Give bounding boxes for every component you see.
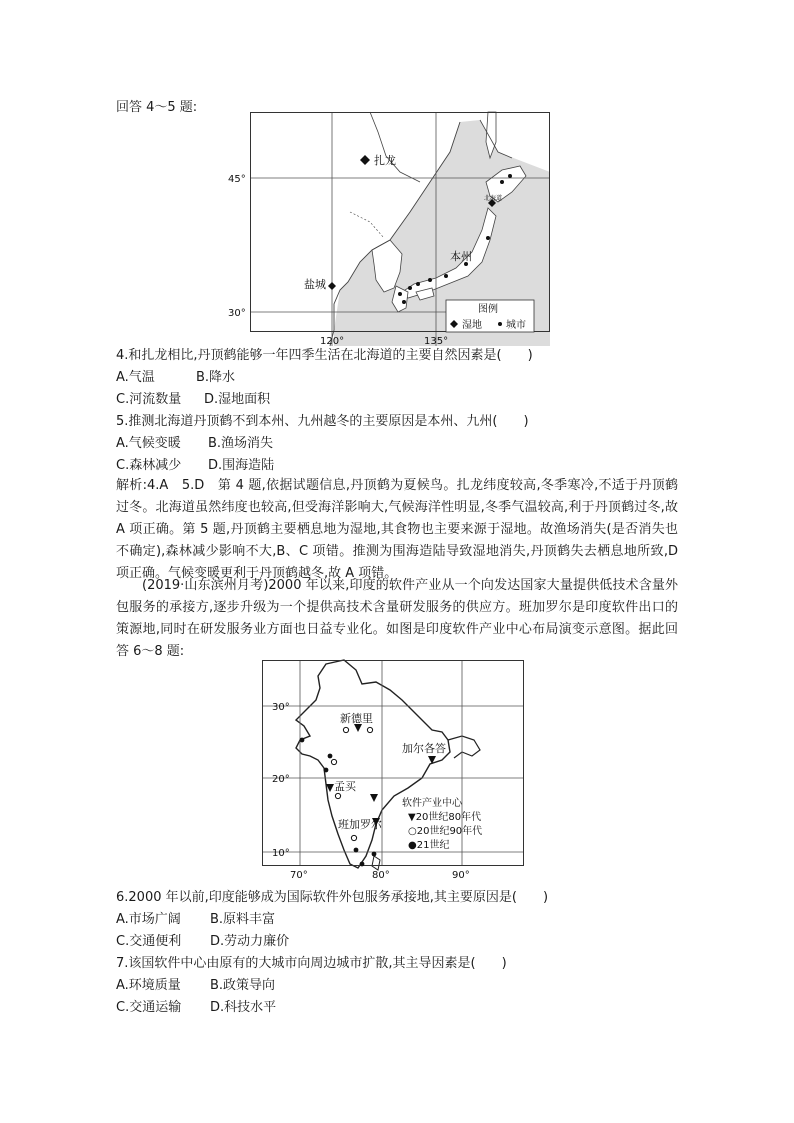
center-21c: [360, 862, 365, 867]
passage-text: (2019·山东滨州月考)2000 年以来,印度的软件产业从一个向发达国家大量提供低技术含量外包服务的承接方,逐步升级为一个提供高技术含量研发服务的供应方。班加罗尔是印度软件出口的策源地,同时在研发服务业方面也日益专业化。如图是印度软件产业中心布局演变示意图。据此回答 6～8 题:: [116, 578, 678, 659]
q6-option-b: B.原料丰富: [210, 912, 276, 927]
q4-stem: 4.和扎龙相比,丹顶鹤能够一年四季生活在北海道的主要自然因素是( ): [116, 348, 533, 363]
label-delhi: 新德里: [340, 712, 373, 725]
lat-label-20: 20°: [272, 774, 290, 785]
city-dot: [428, 278, 432, 282]
center-90s: [343, 727, 348, 732]
q7-stem: 7.该国软件中心由原有的大城市向周边城市扩散,其主导因素是( ): [116, 956, 507, 971]
q5-option-b: B.渔场消失: [208, 436, 274, 451]
q5-option-c: C.森林减少: [116, 458, 182, 473]
intro-4-5: 回答 4～5 题:: [116, 100, 198, 115]
label-kolkata: 加尔各答: [402, 742, 446, 755]
label-mumbai: 孟买: [334, 780, 356, 793]
q6-option-a: A.市场广阔: [116, 912, 181, 927]
lat-label-30: 30°: [228, 308, 246, 319]
center-21c: [354, 848, 359, 853]
legend-city: 城市: [506, 320, 526, 331]
legend-title: 图例: [478, 304, 498, 315]
q7-option-b: B.政策导向: [210, 978, 276, 993]
lon-label-90: 90°: [452, 870, 470, 881]
legend-wetland: 湿地: [462, 320, 482, 331]
label-bangalore: 班加罗尔: [338, 818, 382, 831]
q4-option-c: C.河流数量: [116, 392, 182, 407]
city-dot: [444, 274, 448, 278]
legend-80s: ▼20世纪80年代: [408, 812, 482, 823]
lon-label-120: 120°: [320, 336, 345, 347]
label-yancheng: 盐城: [304, 278, 326, 291]
lon-label-70: 70°: [290, 870, 308, 881]
city-dot: [486, 236, 490, 240]
city-dot: [408, 286, 412, 290]
q6-option-c: C.交通便利: [116, 934, 182, 949]
label-zhalong: 扎龙: [374, 154, 396, 167]
city-dot: [508, 174, 512, 178]
q4-option-d: D.湿地面积: [204, 392, 271, 407]
lon-label-135: 135°: [424, 336, 449, 347]
center-21c: [372, 852, 377, 857]
legend-21c: ●21世纪: [408, 840, 450, 851]
city-dot: [402, 300, 406, 304]
q5-option-d: D.围海造陆: [208, 458, 275, 473]
q5-stem: 5.推测北海道丹顶鹤不到本州、九州越冬的主要原因是本州、九州( ): [116, 414, 529, 429]
q7-option-a: A.环境质量: [116, 978, 181, 993]
city-dot: [416, 282, 420, 286]
center-21c: [300, 738, 305, 743]
center-90s: [351, 835, 356, 840]
q7-option-d: D.科技水平: [210, 1000, 277, 1015]
center-90s: [367, 727, 372, 732]
legend-title: 软件产业中心: [402, 798, 462, 809]
map-japan-wetlands: [228, 112, 550, 347]
city-dot: [398, 292, 402, 296]
lat-label-45: 45°: [228, 174, 246, 185]
center-21c: [328, 754, 333, 759]
q4-option-a: A.气温: [116, 370, 155, 385]
lon-label-80: 80°: [372, 870, 390, 881]
legend-90s: ○20世纪90年代: [408, 826, 483, 837]
legend-city-icon: [498, 322, 502, 326]
center-90s: [331, 759, 336, 764]
city-dot: [500, 180, 504, 184]
lat-label-30: 30°: [272, 702, 290, 713]
q6-stem: 6.2000 年以前,印度能够成为国际软件外包服务承接地,其主要原因是( ): [116, 890, 549, 905]
q5-option-a: A.气候变暖: [116, 436, 181, 451]
center-21c: [324, 768, 329, 773]
lat-label-10: 10°: [272, 848, 290, 859]
map-india-software: [262, 660, 524, 880]
q7-option-c: C.交通运输: [116, 1000, 182, 1015]
label-hokkaido: 北海道: [484, 195, 503, 202]
center-90s: [335, 793, 340, 798]
analysis-text: 解析:4.A 5.D 第 4 题,依据试题信息,丹顶鹤为夏候鸟。扎龙纬度较高,冬季寒冷,不适于丹顶鹤过冬。北海道虽然纬度也较高,但受海洋影响大,气候海洋性明显,冬季气温较高,利于丹顶鹤过冬,故 A 项正确。第 5 题,丹顶鹤主要栖息地为湿地,其食物也主要来源于湿地。故渔场消失(是否消失也不确定),森林减少影响不大,B、C 项错。推测为围海造陆导致湿地消失,丹顶鹤失去栖息地所致,D 项正确。气候变暖更利于丹顶鹤越冬,故 A 项错。: [116, 478, 678, 581]
q4-option-b: B.降水: [196, 370, 236, 385]
label-honshu: 本州: [450, 250, 472, 263]
q6-option-d: D.劳动力廉价: [210, 934, 290, 949]
